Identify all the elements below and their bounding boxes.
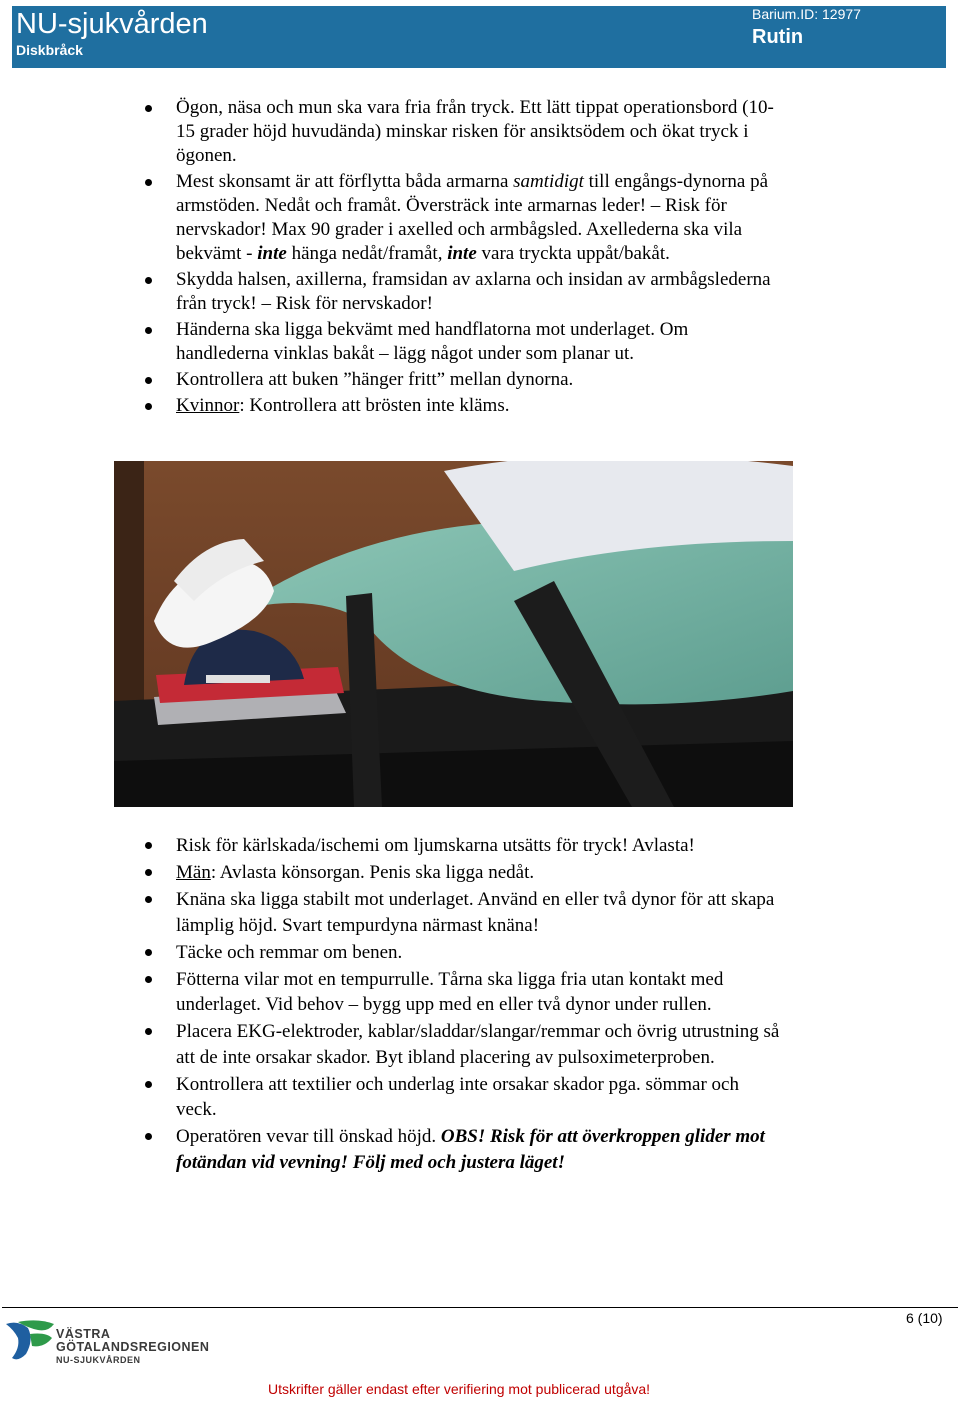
instruction-list-upper — [140, 96, 780, 420]
list-item-text: Kvinnor — [176, 395, 240, 416]
document-id: Barium.ID: 12977 — [752, 6, 861, 22]
list-item-text: Placera EKG-elektroder, kablar/sladdar/slangar/remmar och övrig utrustning så att de inte orsakar skador. Byt ibland placering av pulsoximeterproben. — [176, 1021, 780, 1068]
list-item — [140, 96, 780, 168]
list-item-text: till engångs-dynorna på armstöden. Nedåt och framåt. Översträck inte armarnas leder! – Risk för nervskador! Max 90 grader i axelled och armbågsled. Axellederna ska vila bekvämt - — [176, 171, 769, 264]
footer-divider — [2, 1307, 958, 1308]
list-item — [140, 967, 780, 1018]
logo-text-line2: GÖTALANDSREGIONEN — [56, 1340, 210, 1354]
list-item — [140, 860, 780, 886]
list-item-text: Skydda halsen, axillerna, framsidan av axlarna och insidan av armbågslederna från tryck! – Risk för nervskador! — [176, 269, 771, 314]
list-item-text: inte — [447, 243, 477, 264]
header-subtitle: Diskbråck — [16, 42, 83, 58]
patient-positioning-photo — [114, 461, 793, 807]
list-item-text: Risk för kärlskada/ischemi om ljumskarna utsätts för tryck! Avlasta! — [176, 835, 695, 856]
header-title: NU-sjukvården — [16, 8, 208, 40]
logo-text-line1: VÄSTRA — [56, 1327, 111, 1341]
list-item-text: Händerna ska ligga bekvämt med handflatorna mot underlaget. Om handlederna vinklas bakåt – lägg något under som planar ut. — [176, 319, 689, 364]
list-item-text: Ögon, näsa och mun ska vara fria från tryck. Ett lätt tippat operationsbord (10-15 grader höjd huvudända) minskar risken för ansiktsödem och ökat tryck i ögonen. — [176, 97, 774, 166]
list-item-text: : Kontrollera att brösten inte kläms. — [239, 395, 510, 416]
list-item-text: Kontrollera att buken ”hänger fritt” mellan dynorna. — [176, 369, 574, 390]
list-item-text: inte — [257, 243, 287, 264]
list-item — [140, 887, 780, 938]
list-item-text: vara tryckta uppåt/bakåt. — [476, 243, 670, 264]
list-item — [140, 368, 780, 392]
list-item-text: Fötterna vilar mot en tempurrulle. Tårna ska ligga fria utan kontakt med underlaget. Vid behov – bygg upp med en eller två dynor under rullen. — [176, 968, 724, 1015]
list-item-text: OBS! Risk för att överkroppen glider mot fotändan vid vevning! Följ med och justera läget! — [176, 1126, 765, 1173]
list-item — [140, 940, 780, 966]
list-item-text: Mest skonsamt är att förflytta båda armarna — [176, 171, 514, 192]
list-item — [140, 318, 780, 366]
list-item-text: : Avlasta könsorgan. Penis ska ligga nedåt. — [210, 862, 535, 883]
list-item — [140, 1072, 780, 1123]
list-item-text: Operatören vevar till önskad höjd. — [176, 1126, 441, 1147]
instruction-list-lower — [140, 833, 780, 1177]
list-item-text: Kontrollera att textilier och underlag inte orsakar skador pga. sömmar och veck. — [176, 1073, 739, 1120]
list-item-text: Män — [176, 862, 211, 883]
list-item — [140, 268, 780, 316]
list-item — [140, 1124, 780, 1175]
list-item — [140, 1019, 780, 1070]
list-item-text: samtidigt — [513, 171, 584, 192]
list-item — [140, 394, 780, 418]
document-type: Rutin — [752, 26, 804, 48]
print-disclaimer: Utskrifter gäller endast efter verifiering mot publicerad utgåva! — [268, 1381, 651, 1397]
list-item — [140, 833, 780, 859]
list-item — [140, 170, 780, 266]
list-item-text: Knäna ska ligga stabilt mot underlaget. Använd en eller två dynor för att skapa lämplig höjd. Svart tempurdyna närmast knäna! — [176, 889, 775, 936]
document-header — [12, 6, 946, 68]
logo-text-line3: NU-SJUKVÅRDEN — [56, 1355, 141, 1365]
list-item-text: hänga nedåt/framåt, — [286, 243, 448, 264]
list-item-text: Täcke och remmar om benen. — [176, 941, 403, 963]
page-number: 6 (10) — [906, 1310, 943, 1326]
